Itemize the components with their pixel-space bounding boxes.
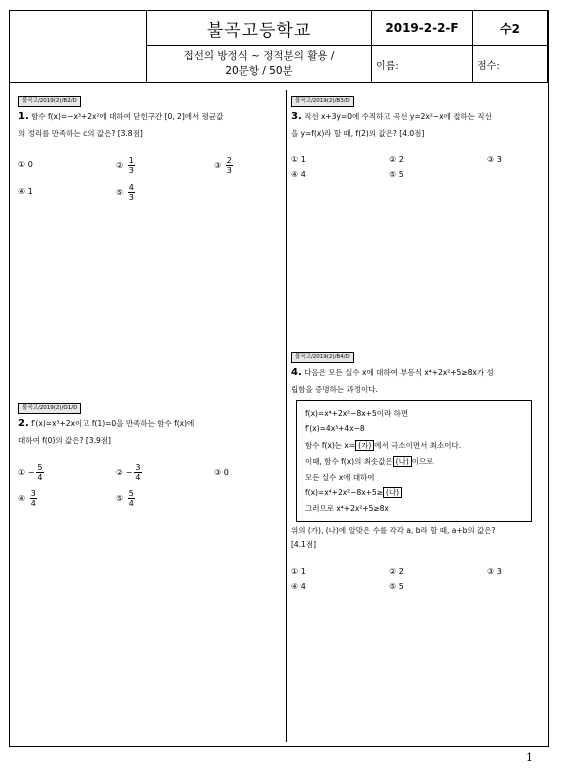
blank-na: (나): [393, 456, 412, 467]
question-3: 3. 직선 x+3y=0에 수직하고 곡선 y=2x²−x에 접하는 직선 을 y=f(x)라 할 때, f(2)의 값은? [4.0점]: [291, 111, 492, 138]
proof-line-3: 함수 f(x)는 x= (가) 에서 극소이면서 최소이다.: [305, 441, 462, 450]
q4-option-4[interactable]: ④ 4: [291, 582, 306, 591]
header-blank-cell: [10, 11, 147, 83]
question-4: 4. 다음은 모든 실수 x에 대하여 부등식 x⁴+2x²+5≥8x가 성 립함을 증명하는 과정이다.: [291, 367, 494, 394]
q2-option-3[interactable]: ③ 0: [214, 468, 229, 477]
score-field[interactable]: 점수:: [473, 46, 548, 83]
question-tag: 불곡고/2019(2)/B2/D: [18, 96, 81, 107]
q1-option-3[interactable]: ③ $\frac{2}{3}$: [214, 156, 232, 175]
q3-option-3[interactable]: ③ 3: [487, 155, 502, 164]
exam-code: 2019-2-2-F: [372, 11, 473, 46]
question-tag: 불곡고/2019(2)/B3/D: [291, 96, 354, 107]
exam-topic: 접선의 방정식 ~ 정적분의 활용 / 20문항 / 50분: [147, 46, 372, 83]
question-tag: 불곡고/2019(2)/O1/D: [18, 403, 81, 414]
q3-option-4[interactable]: ④ 4: [291, 170, 306, 179]
q4-option-3[interactable]: ③ 3: [487, 567, 502, 576]
q2-option-4[interactable]: ④ $\frac{3}{4}$: [18, 489, 36, 508]
exam-header: [9, 10, 547, 83]
q1-option-1[interactable]: ① 0: [18, 160, 33, 169]
q4-option-5[interactable]: ⑤ 5: [389, 582, 404, 591]
q2-option-1[interactable]: ① − $\frac{5}{4}$: [18, 463, 43, 482]
q3-option-1[interactable]: ① 1: [291, 155, 306, 164]
q4-option-1[interactable]: ① 1: [291, 567, 306, 576]
question-4-ask: 위의 (가), (나)에 알맞은 수를 각각 a, b라 할 때, a+b의 값은? [4.1점]: [291, 526, 496, 549]
q1-option-2[interactable]: ② $\frac{1}{3}$: [116, 156, 134, 175]
proof-box: f(x)=x⁴+2x²−8x+5이라 하면 f′(x)=4x³+4x−8 함수 f(x)는 x= (가) 에서 극소이면서 최소이다. 이때, 함수 f(x)의 최솟값은 (나) 이므로 모든 실수 x에 대하여 f(x)=x⁴+2x²−8x+5≥ (나) 그러므로 x⁴+2x²+5≥8x: [296, 400, 532, 522]
name-field[interactable]: 이름:: [372, 46, 473, 83]
page-number: 1: [526, 751, 533, 764]
column-divider: [286, 90, 287, 742]
q3-option-2[interactable]: ② 2: [389, 155, 404, 164]
blank-ga: (가): [355, 440, 374, 451]
q3-option-5[interactable]: ⑤ 5: [389, 170, 404, 179]
question-2: 2. f′(x)=x³+2x이고 f(1)=0을 만족하는 함수 f(x)에 대하여 f(0)의 값은? [3.9점]: [18, 418, 195, 445]
proof-line-4: 이때, 함수 f(x)의 최솟값은 (나) 이므로: [305, 457, 434, 466]
q2-option-2[interactable]: ② − $\frac{3}{4}$: [116, 463, 141, 482]
question-tag: 불곡고/2019(2)/B4/D: [291, 352, 354, 363]
school-name: 불곡고등학교: [147, 11, 372, 46]
q1-option-5[interactable]: ⑤ $\frac{4}{3}$: [116, 183, 134, 202]
q4-option-2[interactable]: ② 2: [389, 567, 404, 576]
q1-option-4[interactable]: ④ 1: [18, 187, 33, 196]
proof-line-6: f(x)=x⁴+2x²−8x+5≥ (나): [305, 487, 402, 498]
question-1: 1. 함수 f(x)=−x³+2x²에 대하여 닫힌구간 [0, 2]에서 평균값 의 정리를 만족하는 c의 값은? [3.8점]: [18, 111, 224, 138]
subject: 수2: [473, 11, 548, 46]
q2-option-5[interactable]: ⑤ $\frac{5}{4}$: [116, 489, 134, 508]
blank-na: (나): [383, 487, 402, 498]
